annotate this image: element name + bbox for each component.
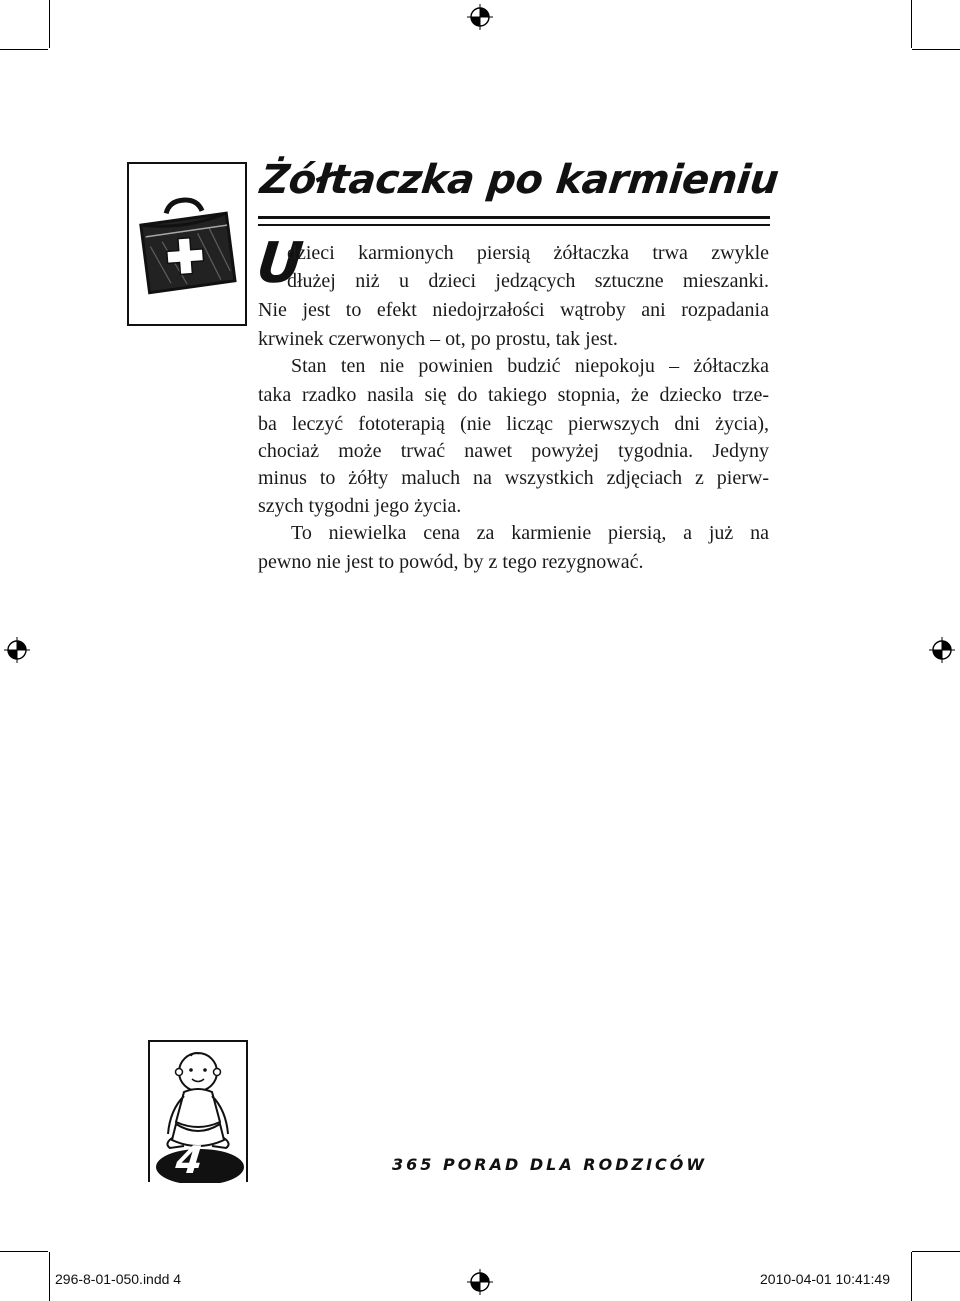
body-line: pewno nie jest to powód, by z tego rezygnować. <box>258 551 644 573</box>
section-icon-box <box>127 162 247 326</box>
slug-timestamp: 2010-04-01 10:41:49 <box>760 1271 890 1287</box>
body-line: dłużej niż u dzieci jedzących sztuczne mieszanki. <box>287 270 769 292</box>
page-number: 4 <box>173 1138 205 1182</box>
crop-mark-bottom-right <box>911 1252 912 1301</box>
crop-mark-bottom-right-h <box>912 1251 960 1252</box>
crop-mark-bottom-left <box>49 1252 50 1301</box>
body-line: krwinek czerwonych – ot, po prostu, tak jest. <box>258 328 618 350</box>
registration-mark-icon <box>4 637 30 663</box>
body-line: ba leczyć fototerapią (nie licząc pierwszych dni życia), <box>258 413 769 435</box>
body-line: szych tygodni jego życia. <box>258 495 462 517</box>
body-line: Stan ten nie powinien budzić niepokoju – żółtaczka <box>291 355 769 377</box>
crop-mark-top-left-h <box>0 49 48 50</box>
body-line: Nie jest to efekt niedojrzałości wątroby ani rozpadania <box>258 299 769 321</box>
article-title: Żółtaczka po karmieniu <box>258 157 781 203</box>
title-rule-bottom <box>258 224 770 226</box>
crop-mark-top-left <box>49 0 50 48</box>
book-title: 365 PORAD DLA RODZICÓW <box>392 1155 708 1174</box>
body-line: To niewielka cena za karmienie piersią, a już na <box>291 522 769 544</box>
medical-bag-icon <box>129 164 245 324</box>
body-line: chociaż może trwać nawet powyżej tygodnia. Jedyny <box>258 440 769 462</box>
crop-mark-bottom-left-h <box>0 1251 48 1252</box>
registration-mark-icon <box>467 1269 493 1295</box>
drop-cap: U <box>253 231 306 296</box>
body-line: taka rzadko nasila się do takiego stopnia, że dziecko trze- <box>258 384 769 406</box>
registration-mark-icon <box>467 4 493 30</box>
crop-mark-top-right <box>911 0 912 48</box>
body-line: dzieci karmionych piersią żółtaczka trwa zwykle <box>287 242 769 264</box>
title-rule-top <box>258 216 770 219</box>
body-line: minus to żółty maluch na wszystkich zdjęciach z pierw- <box>258 467 769 489</box>
registration-mark-icon <box>929 637 955 663</box>
crop-mark-top-right-h <box>912 49 960 50</box>
slug-filename: 296-8-01-050.indd 4 <box>55 1271 182 1287</box>
